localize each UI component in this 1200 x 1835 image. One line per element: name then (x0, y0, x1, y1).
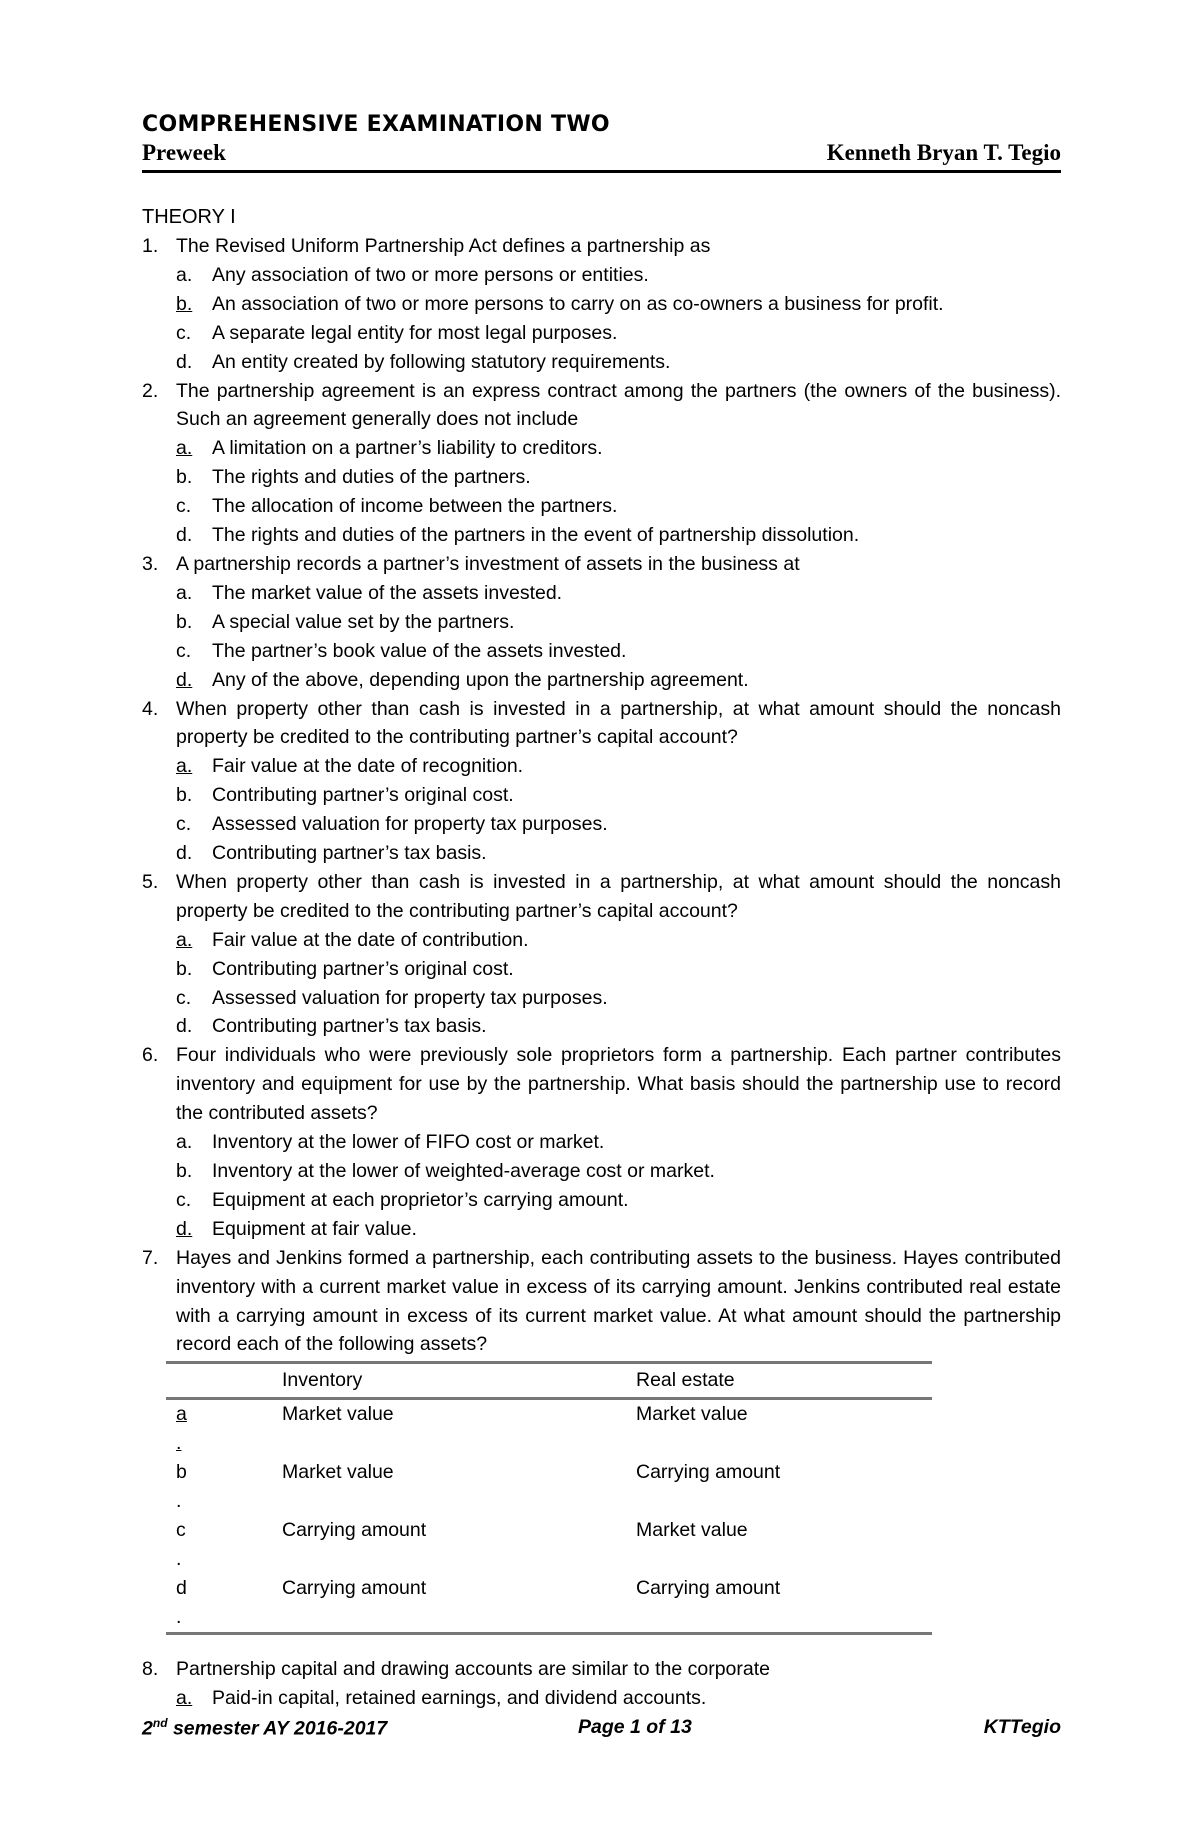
option-letter: a. (176, 1131, 193, 1154)
question-2 (142, 377, 1061, 435)
option-letter-answer: a. (176, 437, 193, 460)
option-letter-answer: d. (176, 1217, 193, 1240)
question-number: 1. (142, 235, 159, 257)
section-heading: THEORY I (142, 206, 236, 228)
option-text: Any association of two or more persons or entities. (212, 263, 649, 286)
option-answer (142, 752, 1061, 781)
table-row (166, 1574, 932, 1634)
semester-ordinal: 2 (142, 1717, 153, 1740)
option (142, 1186, 1061, 1215)
option-letter-answer: a. (176, 1687, 193, 1710)
real-estate-cell: Market value (636, 1403, 748, 1426)
option-letter: b. (176, 466, 193, 489)
option-letter: b. (176, 957, 193, 980)
option-letter: c. (176, 495, 192, 518)
question-4 (142, 695, 1061, 753)
option-text: The partner’s book value of the assets invested. (212, 639, 627, 662)
option-text: Contributing partner’s original cost. (212, 957, 514, 980)
question-text: When property other than cash is invested in a partnership, at what amount should the noncash property be credited to the contributing partner’s capital account? (176, 870, 1061, 922)
option-text: Contributing partner’s tax basis. (212, 842, 487, 865)
option (142, 492, 1061, 521)
option-answer (142, 290, 1061, 319)
option (142, 839, 1061, 868)
semester-text: semester AY 2016-2017 (167, 1717, 388, 1740)
row-letter: b. (176, 1461, 187, 1513)
option-text: The market value of the assets invested. (212, 581, 563, 604)
row-letter-cell (166, 1399, 282, 1459)
question-text: The partnership agreement is an express contract among the partners (the owners of the business). Such an agreement generally does not include (176, 379, 1061, 431)
option-text: Fair value at the date of recognition. (212, 755, 524, 778)
option-letter-answer: a. (176, 928, 193, 951)
question-8 (142, 1655, 1061, 1684)
option (142, 579, 1061, 608)
option-text: The allocation of income between the partners. (212, 495, 618, 518)
table-row (166, 1458, 932, 1516)
option (142, 1012, 1061, 1041)
option-text: Assessed valuation for property tax purposes. (212, 986, 608, 1009)
table-header-row (166, 1363, 932, 1399)
option-text: Contributing partner’s original cost. (212, 784, 514, 807)
option (142, 810, 1061, 839)
inventory-cell: Carrying amount (282, 1577, 427, 1600)
question-number: 5. (142, 870, 159, 893)
answer-table (166, 1361, 932, 1635)
option-answer (142, 1684, 1061, 1713)
inventory-cell: Market value (282, 1461, 394, 1484)
question-6 (142, 1041, 1061, 1128)
option-text: The rights and duties of the partners. (212, 466, 531, 489)
option-letter-answer: a. (176, 755, 193, 778)
header-divider (142, 170, 1061, 173)
option-text: An association of two or more persons to carry on as co-owners a business for profit. (212, 292, 944, 315)
option-letter-answer: d. (176, 668, 193, 691)
exam-content (142, 202, 1061, 1713)
option-text: Inventory at the lower of FIFO cost or market. (212, 1131, 605, 1154)
row-letter-cell (166, 1458, 282, 1516)
option (142, 463, 1061, 492)
question-number: 6. (142, 1044, 159, 1067)
option-letter: c. (176, 321, 192, 344)
table-row (166, 1399, 932, 1459)
table-header-blank (166, 1363, 282, 1399)
semester-ordinal-suffix: nd (152, 1716, 168, 1730)
option (142, 348, 1061, 377)
option-letter: d. (176, 1015, 193, 1038)
question-text: When property other than cash is invested in a partnership, at what amount should the noncash property be credited to the contributing partner’s capital account? (176, 697, 1061, 749)
question-number: 2. (142, 379, 159, 402)
option-text: A limitation on a partner’s liability to creditors. (212, 437, 603, 460)
row-letter: c. (176, 1519, 186, 1571)
option-text: Paid-in capital, retained earnings, and dividend accounts. (212, 1687, 707, 1710)
question-3 (142, 550, 1061, 579)
inventory-cell: Market value (282, 1403, 394, 1426)
option (142, 984, 1061, 1013)
option-text: Any of the above, depending upon the partnership agreement. (212, 668, 749, 691)
option-text: Assessed valuation for property tax purposes. (212, 813, 608, 836)
question-text: Partnership capital and drawing accounts are similar to the corporate (176, 1658, 770, 1681)
option-text: An entity created by following statutory requirements. (212, 350, 671, 373)
option-text: Equipment at fair value. (212, 1217, 417, 1240)
table-header-inventory: Inventory (282, 1369, 363, 1392)
question-1 (142, 232, 1061, 261)
option (142, 637, 1061, 666)
question-number: 8. (142, 1658, 159, 1681)
option (142, 955, 1061, 984)
table-row (166, 1516, 932, 1574)
option-text: Fair value at the date of contribution. (212, 928, 529, 951)
option-answer (142, 926, 1061, 955)
exam-title: COMPREHENSIVE EXAMINATION TWO (142, 112, 610, 137)
option-text: Contributing partner’s tax basis. (212, 1015, 487, 1038)
option (142, 319, 1061, 348)
option-text: A special value set by the partners. (212, 610, 515, 633)
row-letter: d. (176, 1577, 187, 1629)
header-subtitle-row (142, 140, 1061, 166)
real-estate-cell: Market value (636, 1519, 748, 1542)
question-7 (142, 1244, 1061, 1360)
option-letter: c. (176, 639, 192, 662)
option-letter: a. (176, 263, 193, 286)
footer-initials: KTTegio (983, 1716, 1061, 1738)
option (142, 1157, 1061, 1186)
option-letter-answer: b. (176, 292, 193, 315)
option-text: A separate legal entity for most legal purposes. (212, 321, 618, 344)
footer-semester (142, 1716, 387, 1741)
option-letter: d. (176, 842, 193, 865)
question-5 (142, 868, 1061, 926)
question-number: 4. (142, 697, 159, 720)
option-text: Inventory at the lower of weighted-average cost or market. (212, 1160, 715, 1182)
page-footer (142, 1716, 1061, 1746)
option-letter: b. (176, 784, 193, 807)
option-text: The rights and duties of the partners in the event of partnership dissolution. (212, 524, 860, 547)
option-letter: c. (176, 813, 192, 836)
question-number: 3. (142, 552, 159, 575)
table-header-real-estate: Real estate (636, 1369, 735, 1392)
row-letter-cell (166, 1574, 282, 1634)
option (142, 261, 1061, 290)
option (142, 608, 1061, 637)
option-answer (142, 1215, 1061, 1244)
option-letter: c. (176, 1188, 192, 1211)
option-letter: d. (176, 524, 193, 547)
option-letter: a. (176, 581, 193, 604)
inventory-cell: Carrying amount (282, 1519, 427, 1542)
question-text: Four individuals who were previously sole proprietors form a partnership. Each partner contributes inventory and equipment for use by the partnership. What basis should the partnership use to record the contributed assets? (176, 1044, 1061, 1125)
row-letter-cell (166, 1516, 282, 1574)
option (142, 781, 1061, 810)
option-letter: c. (176, 986, 192, 1009)
question-number: 7. (142, 1246, 159, 1269)
spacer (142, 1635, 1061, 1655)
footer-page-number: Page 1 of 13 (578, 1716, 692, 1738)
option-letter: b. (176, 610, 193, 633)
option-answer (142, 434, 1061, 463)
real-estate-cell: Carrying amount (636, 1577, 781, 1600)
question-text: The Revised Uniform Partnership Act defines a partnership as (176, 235, 711, 257)
author-name: Kenneth Bryan T. Tegio (826, 140, 1061, 165)
real-estate-cell: Carrying amount (636, 1461, 781, 1484)
option (142, 521, 1061, 550)
option-answer (142, 666, 1061, 695)
exam-subtitle: Preweek (142, 140, 226, 165)
option-letter: d. (176, 350, 193, 373)
option (142, 1128, 1061, 1157)
option-text: Equipment at each proprietor’s carrying amount. (212, 1188, 629, 1211)
row-letter: a. (176, 1403, 187, 1455)
question-text: A partnership records a partner’s investment of assets in the business at (176, 552, 800, 575)
question-text: Hayes and Jenkins formed a partnership, each contributing assets to the business. Hayes contributed inventory with a current market value in excess of its carrying amount. Jenkins contributed real estate with a carrying amount in excess of its current market value. At what amount should the partnership record each of the following assets? (176, 1246, 1061, 1356)
option-letter: b. (176, 1160, 193, 1182)
